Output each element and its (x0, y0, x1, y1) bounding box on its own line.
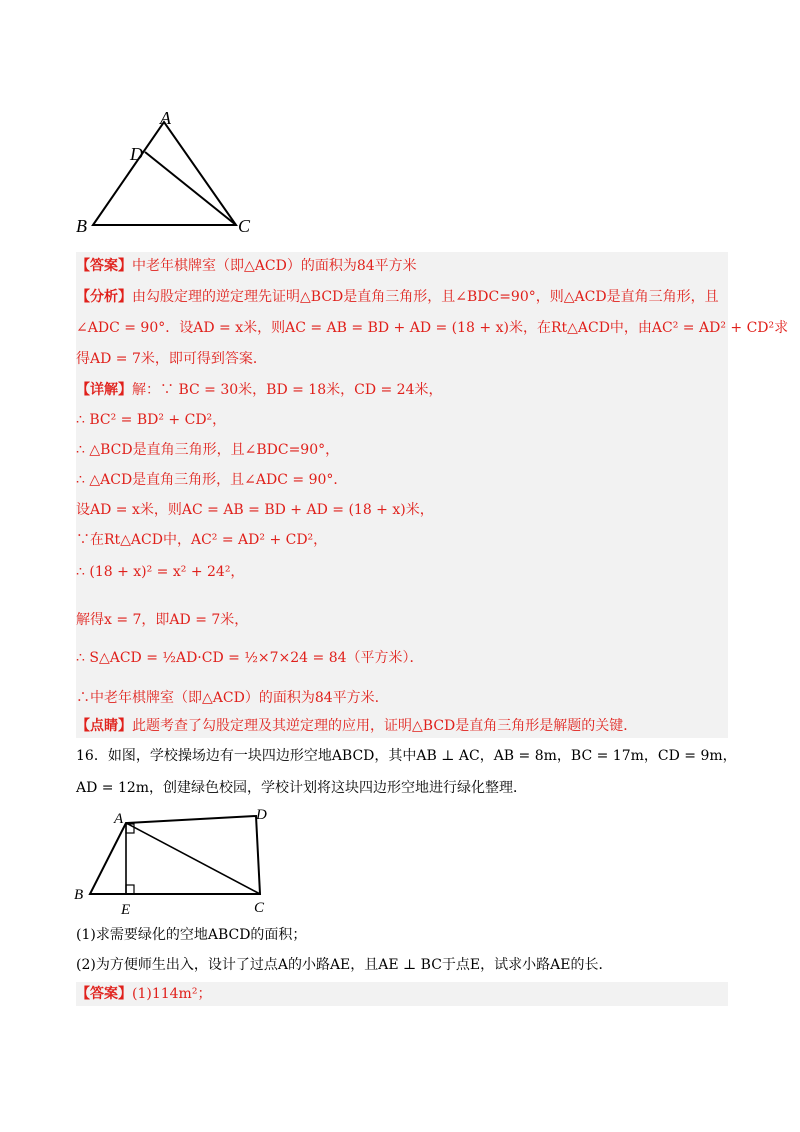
answer-text: 中老年棋牌室（即△ACD）的面积为84平方米 (132, 258, 417, 274)
answer-label: 【答案】 (76, 986, 132, 1002)
label-a: A (114, 811, 124, 827)
analysis-label: 【分析】 (76, 289, 132, 305)
detail-line-4: ∴ △ACD是直角三角形，且∠ADC = 90°． (76, 472, 348, 488)
triangle-figure-1 (70, 104, 270, 240)
detail-line-9: ∴ S△ACD = ½AD·CD = ½×7×24 = 84（平方米）． (76, 650, 424, 666)
problem16-line-2: AD = 12m，创建绿色校园，学校计划将这块四边形空地进行绿化整理． (76, 780, 528, 796)
analysis-line-2 (76, 318, 788, 338)
detail-line-10: ∴中老年棋牌室（即△ACD）的面积为84平方米. (76, 690, 380, 706)
label-d: D (130, 144, 143, 164)
label-b: B (74, 887, 84, 903)
answer-text: (1)114m²； (132, 986, 212, 1002)
question-2: (2)为方便师生出入，设计了过点A的小路AE，且AE ⊥ BC于点E，试求小路AE的长． (76, 957, 613, 973)
answer-line-15 (76, 256, 417, 276)
detail-line-6: ∵在Rt△ACD中，AC² = AD² + CD²， (76, 532, 328, 548)
analysis-line-1 (76, 287, 719, 307)
label-c: C (254, 900, 265, 916)
detail-line-2: ∴ BC² = BD² + CD²， (76, 412, 227, 428)
analysis-text-3: 得AD = 7米，即可得到答案． (76, 351, 267, 367)
label-e: E (121, 902, 131, 918)
detail-line-7: ∴ (18 + x)² = x² + 24²， (76, 564, 245, 580)
problem16-line-1: 16．如图，学校操场边有一块四边形空地ABCD，其中AB ⊥ AC，AB = 8m，BC = 17m，CD = 9m， (76, 748, 737, 764)
answer-line-16 (76, 984, 211, 1004)
label-b: B (76, 216, 87, 236)
note-line (76, 716, 637, 736)
detail-line-1 (76, 380, 443, 400)
analysis-text-1: 由勾股定理的逆定理先证明△BCD是直角三角形，且∠BDC=90°，则△ACD是直角三角形，且 (132, 289, 719, 305)
label-c: C (238, 216, 251, 236)
quadrilateral-figure-2 (70, 806, 290, 918)
detail-line-3: ∴ △BCD是直角三角形，且∠BDC=90°， (76, 442, 340, 458)
note-text: 此题考查了勾股定理及其逆定理的应用，证明△BCD是直角三角形是解题的关键． (132, 718, 638, 734)
detail-label: 【详解】 (76, 382, 132, 398)
detail-line-5: 设AD = x米，则AC = AB = BD + AD = (18 + x)米， (76, 502, 434, 518)
question-1: (1)求需要绿化的空地ABCD的面积； (76, 927, 307, 943)
detail-text: 解：∵ BC = 30米，BD = 18米，CD = 24米， (132, 382, 443, 398)
detail-line-8: 解得x = 7，即AD = 7米， (76, 612, 249, 628)
note-label: 【点睛】 (76, 718, 132, 734)
analysis-line-3 (76, 349, 267, 369)
label-a: A (160, 108, 171, 128)
analysis-text-2: ∠ADC = 90°．设AD = x米，则AC = AB = BD + AD = (18 + x)米，在Rt△ACD中，由AC² = AD² + CD²求 (76, 320, 789, 336)
answer-label: 【答案】 (76, 258, 132, 274)
label-d: D (256, 807, 267, 823)
